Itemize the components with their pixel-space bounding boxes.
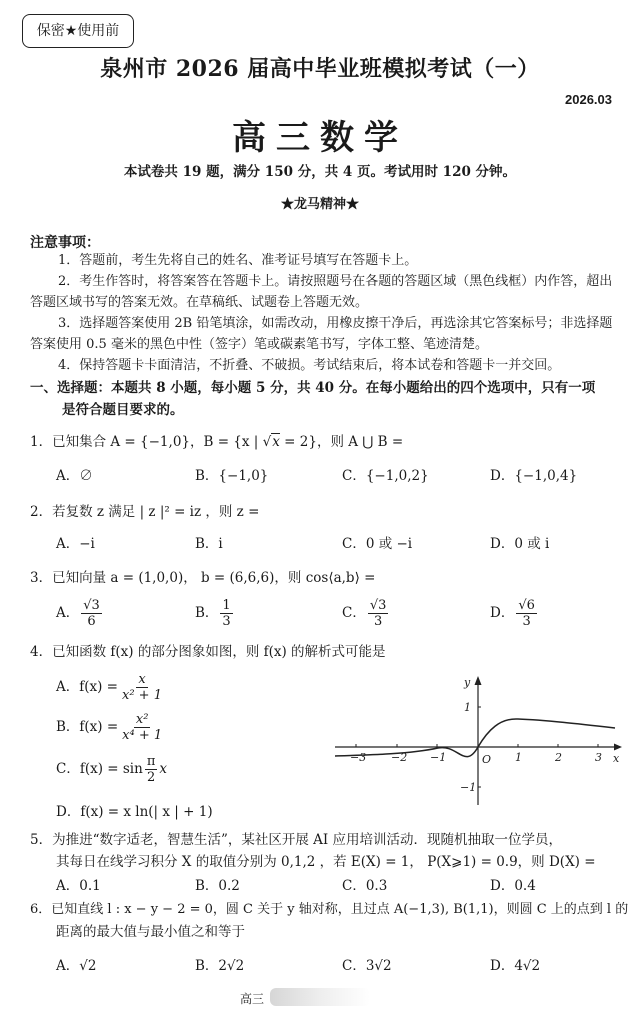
q4-b-den: x⁴ + 1 bbox=[122, 728, 163, 743]
q1-stem-d: = 2}，则 A ⋃ B = bbox=[279, 434, 404, 450]
q4-option-a bbox=[56, 672, 166, 703]
q5-option-a: A．0.1 bbox=[56, 878, 101, 894]
x-axis-arrow bbox=[614, 744, 622, 751]
notice-item: 4．保持答题卡卡面清洁，不折叠、不破损。考试结束后，将本试卷和答题卡一并交回。 bbox=[58, 358, 561, 373]
x-tick-label: −2 bbox=[391, 751, 408, 764]
q3-b-num: 1 bbox=[222, 598, 231, 613]
q2-option-b: B．i bbox=[195, 536, 223, 552]
q3-b-label: B． bbox=[195, 605, 219, 621]
subject-title: 高三数学 bbox=[232, 118, 408, 158]
q3-d-den: 3 bbox=[522, 614, 531, 629]
y-axis-label: y bbox=[464, 676, 471, 689]
q4-b-num: x² bbox=[135, 712, 149, 727]
q4-b-fraction bbox=[120, 712, 164, 743]
q3-c-num: √3 bbox=[369, 598, 387, 613]
q3-option-d bbox=[490, 598, 539, 629]
question-5-line1: 5．为推进“数字适老，智慧生活”，某社区开展 AI 应用培训活动．现随机抽取一位学员， bbox=[30, 832, 563, 848]
motto: ★龙马精神★ bbox=[280, 197, 359, 212]
section-line1: 一、选择题：本题共 8 小题，每小题 5 分，共 40 分。在每小题给出的四个选项中，只有一项 bbox=[30, 380, 596, 396]
exam-info: 本试卷共 19 题，满分 150 分，共 4 页。考试用时 120 分钟。 bbox=[123, 164, 517, 180]
q2-option-d: D．0 或 i bbox=[490, 536, 550, 552]
q5-option-c: C．0.3 bbox=[342, 878, 388, 894]
q4-c-label: C．f(x) = sin bbox=[56, 761, 143, 777]
question-3-stem: 3．已知向量 a = (1,0,0)， b = (6,6,6)，则 cos⟨a,b⟩ = bbox=[30, 570, 376, 586]
q3-a-den: 6 bbox=[87, 614, 96, 629]
q4-a-den: x² + 1 bbox=[122, 688, 162, 703]
q4-a-fraction bbox=[120, 672, 164, 703]
footer-smudge bbox=[270, 988, 370, 1006]
q3-c-fraction bbox=[368, 598, 389, 629]
q3-c-label: C． bbox=[342, 605, 366, 621]
q3-a-num: √3 bbox=[83, 598, 100, 613]
q3-d-label: D． bbox=[490, 605, 515, 621]
q3-option-c bbox=[342, 598, 390, 629]
q4-option-c bbox=[56, 754, 167, 785]
section-line2: 是符合题目要求的。 bbox=[62, 402, 184, 418]
y-tick-label: 1 bbox=[464, 701, 471, 714]
q3-option-b bbox=[195, 598, 235, 629]
x-tick-label: 3 bbox=[595, 751, 602, 764]
q3-d-fraction bbox=[516, 598, 537, 629]
q3-a-label: A． bbox=[56, 605, 80, 621]
x-tick-label: −1 bbox=[430, 751, 447, 764]
q4-option-b bbox=[56, 712, 166, 743]
q3-b-den: 3 bbox=[222, 614, 231, 629]
question-4-stem: 4．已知函数 f(x) 的部分图象如图，则 f(x) 的解析式可能是 bbox=[30, 644, 386, 660]
notice-heading: 注意事项： bbox=[30, 235, 100, 251]
q6-option-c: C．3√2 bbox=[342, 958, 392, 974]
q6-option-b: B．2√2 bbox=[195, 958, 245, 974]
y-axis-arrow bbox=[475, 676, 482, 685]
question-5-line2: 其每日在线学习积分 X 的取值分别为 0,1,2 ，若 E(X) = 1， P(X⩾1) = 0.9，则 D(X) = bbox=[56, 854, 596, 870]
q5-option-d: D．0.4 bbox=[490, 878, 536, 894]
function-curve bbox=[335, 719, 615, 757]
q4-a-num: x bbox=[138, 672, 146, 687]
q3-d-num: √6 bbox=[518, 598, 535, 613]
question-6-line2: 距离的最大值与最小值之和等于 bbox=[56, 924, 245, 940]
x-tick-label: 1 bbox=[515, 751, 522, 764]
q1-option-d: D．{−1,0,4} bbox=[490, 468, 578, 484]
q1-stem-b: A = {−1,0}，B = {x | bbox=[110, 434, 263, 450]
q4-c-tail: x bbox=[159, 761, 167, 777]
q3-b-fraction bbox=[220, 598, 232, 629]
notice-item: 3．选择题答案使用 2B 铅笔填涂，如需改动，用橡皮擦干净后，再选涂其它答案标号；非选择题答案使用 0.5 毫米的黑色中性（签字）笔或碳素笔书写，字体工整、笔迹清楚。 bbox=[30, 316, 613, 352]
function-graph bbox=[330, 670, 630, 810]
origin-label: O bbox=[482, 753, 492, 766]
x-tick-label: −3 bbox=[350, 751, 367, 764]
notice-item: 2．考生作答时，将答案答在答题卡上。请按照题号在各题的答题区域（黑色线框）内作答，超出答题区域书写的答案无效。在草稿纸、试题卷上答题无效。 bbox=[30, 274, 613, 310]
q1-stem-c: x bbox=[272, 434, 280, 450]
q4-b-label: B．f(x) = bbox=[56, 719, 119, 735]
confidential-badge: 保密★使用前 bbox=[22, 14, 134, 48]
question-6-line1: 6．已知直线 l : x − y − 2 = 0，圆 C 关于 y 轴对称，且过点 A(−1,3), B(1,1)，则圆 C 上的点到 l 的 bbox=[30, 902, 629, 917]
q2-option-a: A．−i bbox=[56, 536, 95, 552]
q3-a-fraction bbox=[81, 598, 102, 629]
x-tick-label: 2 bbox=[555, 751, 562, 764]
exam-date: 2026.03 bbox=[565, 92, 612, 107]
q4-c-den: 2 bbox=[146, 770, 156, 785]
q3-option-a bbox=[56, 598, 104, 629]
q2-option-c: C．0 或 −i bbox=[342, 536, 413, 552]
question-2-stem: 2．若复数 z 满足 | z |² = iz ，则 z = bbox=[30, 504, 260, 520]
q1-option-c: C．{−1,0,2} bbox=[342, 468, 429, 484]
q1-option-b: B．{−1,0} bbox=[195, 468, 269, 484]
q1-option-a: A．∅ bbox=[56, 468, 93, 484]
x-axis-label: x bbox=[613, 752, 620, 765]
q4-option-d: D．f(x) = x ln(| x | + 1) bbox=[56, 804, 213, 820]
question-1-stem: 1．已知集合 A = {−1,0}，B = {x | √x = 2}，则 A ⋃ B = bbox=[30, 434, 404, 450]
q6-option-a: A．√2 bbox=[56, 958, 97, 974]
q4-a-label: A．f(x) = bbox=[56, 679, 118, 695]
notice-item: 1．答题前，考生先将自己的姓名、准考证号填写在答题卡上。 bbox=[58, 253, 418, 268]
q3-c-den: 3 bbox=[373, 614, 383, 629]
page-footer: 高三 bbox=[240, 992, 265, 1006]
section-heading bbox=[30, 377, 620, 421]
exam-title: 泉州市 2026 届高中毕业班模拟考试（一） bbox=[100, 56, 540, 82]
q5-option-b: B．0.2 bbox=[195, 878, 240, 894]
y-tick-label: −1 bbox=[460, 781, 477, 794]
q6-option-d: D．4√2 bbox=[490, 958, 541, 974]
q1-stem-a: 1．已知集合 bbox=[30, 434, 111, 450]
q4-c-fraction bbox=[145, 754, 158, 785]
q4-c-num: π bbox=[146, 754, 156, 769]
